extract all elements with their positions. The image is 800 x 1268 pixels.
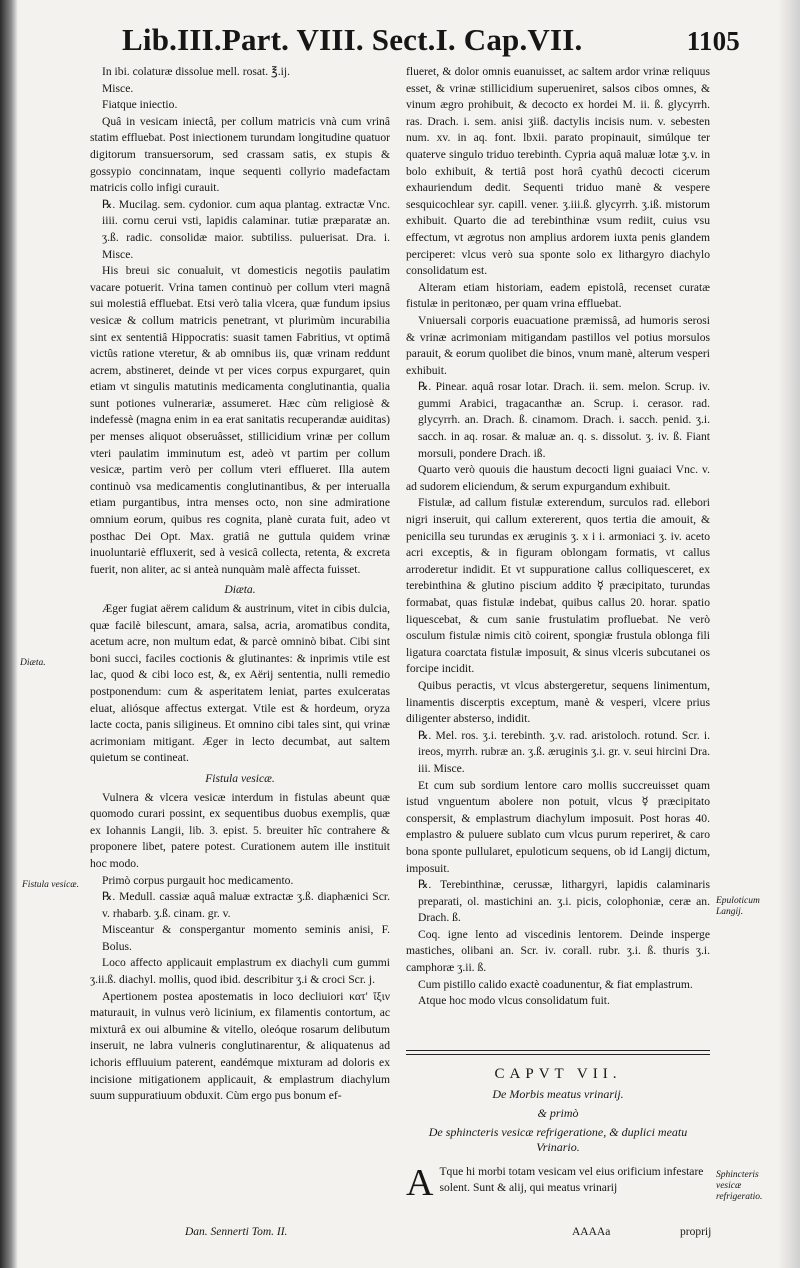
- page-number: 1105: [686, 26, 740, 56]
- right-paragraph: Fistulæ, ad callum fistulæ exterendum, surculos rad. ellebori nigri inseruit, qui callum extererent, quos tertia die amouit, & penicilla seu turundas ex æruginis ʒ. x i i. armoniaci ʒ. iv. aceto acri exceptis, & in figuram oblongam formatis, vt callus arroderetur indidit. Et vt suppuratione callus colliquesceret, ex terebinthina & glutino piscium addito ☿ præcipitato, turundas formabat, quas fistulæ indebat, quibus callus 20. horar. spatio liquescebat, & cum sanie frustulatim profluebat. Ne verò osculum fistulæ nimis citò coirent, spongiæ frustula oblonga fili ligatura coarctata fistulæ imposuit, & sinus vlceris subcutanei os forcipe incidit.: [406, 496, 710, 676]
- right-paragraph: ℞. Terebinthinæ, cerussæ, lithargyri, lapidis calaminaris preparati, ol. mastichini an. ʒ.i. picis, colophoniæ, ceræ an. Drach. ß.: [418, 878, 710, 925]
- right-paragraph: Quarto verò quouis die haustum decocti ligni guaiaci Vnc. v. ad sudorem eliciendum, & serum expurgandum exhibuit.: [406, 463, 710, 493]
- left-paragraph: Apertionem postea apostematis in loco decliuiori κατ' ἴξιν maturauit, in vulnus verò licinium, ex filamentis contortum, ac mixturâ ex oui albumine & vitello, oleóque rosarum delibutum inseruit, ne labra vulneris conglutinarentur, & aliquatenus ad ichoris effluuium paterent, eandémque mixturam ad doloris ex incisione mitigationem applicauit, & emplastrum diachylum suum suppuratiuum obduxit. Cùm ergo pus bonum ef-: [90, 989, 390, 1103]
- right-paragraph: Coq. igne lento ad viscedinis lentorem. Deinde insperge mastiches, olibani an. Scr. iv. corall. rubr. ʒ.i. ß. thuris ʒ.i. camphoræ ʒ.ii. ß.: [406, 927, 710, 975]
- right-paragraph: Cum pistillo calido exactè coadunentur, & fiat emplastrum.: [418, 977, 693, 991]
- left-paragraph: Primò corpus purgauit hoc medicamento.: [102, 873, 294, 887]
- left-paragraph: In ibi. colaturæ dissolue mell. rosat. ℥.ij.: [102, 65, 290, 78]
- left-paragraph: ℞. Mucilag. sem. cydonior. cum aqua plantag. extractæ Vnc. iiii. cornu cerui vsti, lapidis calaminar. tutiæ præparatæ an. ʒ.ß. radic. consolidæ maior. subtiliss. puluerisat. Dra. i. Misce.: [102, 197, 390, 261]
- left-paragraph: Loco affecto applicauit emplastrum ex diachyli cum gummi ʒ.ii.ß. diachyl. mollis, quod ibid. describitur ʒ.i & croci Scr. j.: [90, 956, 390, 987]
- left-paragraph: Diæta.: [224, 583, 256, 597]
- margin-note-fistula: Fistula vesicæ.: [22, 880, 79, 890]
- right-paragraph: Alteram etiam historiam, eadem epistolâ, recenset curatæ fistulæ in peritonæo, per quam vrina effluebat.: [406, 280, 710, 311]
- right-paragraph: flueret, & dolor omnis euanuisset, ac saltem ardor vrinæ reliquus esset, & vrinæ stillicidium superueniret, salsos cibos omnes, & vinum ægro prohibuit, & decocto ex hordei M. ii. ß. glycyrrh. ras. Drach. i. sem. anisi ʒiiß. dactylis incisis num. v. sebesten num. xv. in aq. font. lbxii. parato propinauit, simúlque ter quaterve singulo triduo terebinth. Cypria aquâ maluæ lotæ ʒ.v. in bolo exhibuit, & tertiâ post horâ cyathû decocti cicerum exhauriendum dedit. Sequenti triduo manè & vespere sesquicochlear syr. capill. vener. ʒ.iii.ß. glycyrrh. ʒ.iß. mistorum exhibuit. Quarto die ad terebinthinæ vsum rediit, cuius vsu effectum, vt ægrotus non amplius ardorem iuxta penis glandem perciperet: vlcus verò sua sponte solo ex lithargyro diachylo consolidatum est.: [406, 65, 710, 278]
- left-paragraph: Fiatque iniectio.: [102, 98, 178, 112]
- right-paragraph: Quibus peractis, vt vlcus abstergeretur, sequens linimentum, linamentis discerptis exceptum, manè & vesperi, vlcere prius diligenter absterso, indidit.: [406, 678, 710, 726]
- right-paragraph: Et cum sub sordium lentore caro mollis succreuisset quam istud vnguentum abolere non potuit, vlcus ☿ præcipitato conspersit, & emplastrum diachylum imposuit. Post horas 40. emplastro & puluere sublato cum vlcus purum reperiret, & caro bona sponte pullularet, epuloticum sequens, ob id Langij dictum, imposuit.: [406, 778, 710, 875]
- margin-note-epuloticum: Epuloticum Langij.: [716, 896, 760, 917]
- left-paragraph: Æger fugiat aërem calidum & austrinum, vitet in cibis dulcia, quæ facilè bilescunt, amara, salsa, acria, aromatibus condita, acetum acre, non multum edat, & parcè omninò bibat. Cibi sint boni succi, faciles coctionis & glutinantes: & inprimis vtile est lac, quod & cibi loco est, &, ex Aërij sententia, nulli remedio postponendum: cum & asperitatem leniat, partes exulceratas eluat, aliósque affectus extergat. Vtile est & hordeum, oryza lacte cocta, panis siligineus. Et omnino cibi tales sint, qui vrinæ acrimoniam mitigant. Æger in lecto decumbat, aut saltem quietum se contineat.: [90, 602, 390, 765]
- chapter-title: CAPVT VII.: [494, 1066, 622, 1082]
- left-text-column: [90, 64, 390, 1105]
- running-head-title: Lib.III.Part. VIII. Sect.I. Cap.VII.: [122, 22, 583, 57]
- right-paragraph: Atque hoc modo vlcus consolidatum fuit.: [418, 994, 610, 1008]
- left-paragraph: ℞. Medull. cassiæ aquâ maluæ extractæ ʒ.ß. diaphænici Scr. v. rhabarb. ʒ.ß. cinam. gr. v.: [102, 890, 390, 920]
- chapter-opening-paragraph: [406, 1162, 710, 1204]
- signature-mark: AAAAa: [572, 1226, 611, 1238]
- chapter-subtitle-3: De sphincteris vesicæ refrigeratione, & duplici meatu Vrinario.: [428, 1125, 688, 1154]
- opening-text: Tque hi morbi totam vesicam vel eius orificium infestare solent. Sunt & alij, qui meatus vrinarij: [439, 1165, 704, 1194]
- right-paragraph: ℞. Pinear. aquâ rosar lotar. Drach. ii. sem. melon. Scrup. iv. gummi Arabici, tragacanthæ an. Scrup. i. cerasor. rad. glycyrrh. an. Drach. ß. cinamom. Drach. i. sacch. penid. ʒ.i. sacch. in aq. rosar. & maluæ an. q. s. dissolut. ʒ. iv. ß. Fiant morsuli, pondere Drach. iß.: [418, 380, 710, 460]
- page-gutter-shadow: [0, 0, 18, 1268]
- left-paragraph: Misce.: [102, 81, 134, 95]
- chapter-heading: [406, 0, 710, 1155]
- drop-cap: A: [406, 1162, 434, 1204]
- right-paragraph: ℞. Mel. ros. ʒ.i. terebinth. ʒ.v. rad. aristoloch. rotund. Scr. i. ireos, myrrh. rubræ an. ʒ.ß. æruginis ʒ.i. gr. v. seui hircini Dra. iii. Misce.: [418, 728, 710, 775]
- left-paragraph: His breui sic conualuit, vt domesticis negotiis paulatim vacare potuerit. Vrina tamen continuò per collum vteri magnâ sui molestiâ effluebat. Etsi verò talia vlcera, quæ fundum ipsius vesicæ & collum matricis penetrant, vt plurimùm incurabilia sint ex sententiâ Hippocratis: suasit tamen Fabritius, vt optimâ victûs ratione vteretur, & ab omnibus iis, quæ vrinam reddunt acrem, abstineret, deinde vt per vices corpus expurgaret, quin etiam vt singulis matutinis medicamenta conglutinantia, qualia sunt potiones vulnerariæ, assumeret. Hæc cùm religiosè & indefessè (magna enim in ea erat sanitatis recuperandæ auiditas) per menses aliquot obseruâsset, stillicidium vrinæ per collum vteri paulatim imminutum est, adeò vt partim per collum vesicæ, partim verò per collum vteri efflueret. Illa autem continuò vsa medicamentis conglutinantibus, & per interualla etiam purgantibus, intra menses octo, non sine admiratione omnium eorum, quibus res cognita, planè curata fuit, adeo vt posthac Dei Opt. Max. gratiâ ne guttula quidem vrinæ inuoluntariè effluxerit, sed à vesicâ collecta, retenta, & excreta fuerit, non aliter, ac si anteà nunquàm malè affecta fuisset.: [90, 264, 390, 576]
- left-paragraph: Misceantur & conspergantur momento seminis anisi, F. Bolus.: [102, 923, 390, 953]
- catchword: proprij: [680, 1226, 712, 1238]
- footer-author: Dan. Sennerti Tom. II.: [185, 1226, 288, 1238]
- left-paragraph: Vulnera & vlcera vesicæ interdum in fistulas abeunt quæ quomodo curari possint, ex sequentibus duobus exemplis, quæ ex Iohannis Langii, lib. 3. epist. 5. breuiter hîc contrahere & proponere libet, patere potest. Curationem autem ille instituit hoc modo.: [90, 790, 390, 870]
- chapter-subtitle-2: & primò: [537, 1106, 579, 1120]
- left-paragraph: Quâ in vesicam iniectâ, per collum matricis vnà cum vrinâ statim effluebat. Post iniectionem turundam longitudine quatuor digitorum transuersorum, sed crassam satis, ex stupis & gossypio concinnatam, inque sequenti collyrio madefactam matricis collo infigi curauit.: [90, 114, 390, 195]
- chapter-subtitle-1: De Morbis meatus vrinarij.: [492, 1087, 624, 1101]
- margin-note-sphincteris: Sphincteris vesicæ refrigeratio.: [716, 1170, 763, 1202]
- margin-note-diaeta: Diæta.: [20, 658, 46, 668]
- page-edge: [778, 0, 800, 1268]
- right-paragraph: Vniuersali corporis euacuatione præmissâ, ad humoris serosi & vrinæ acrimoniam mitigandam pastillos vel potius morsulos parauit, & eorum quolibet die binos, vnum manè, alterum vesperi exhibuit.: [406, 313, 710, 377]
- left-paragraph: Fistula vesicæ.: [205, 771, 275, 785]
